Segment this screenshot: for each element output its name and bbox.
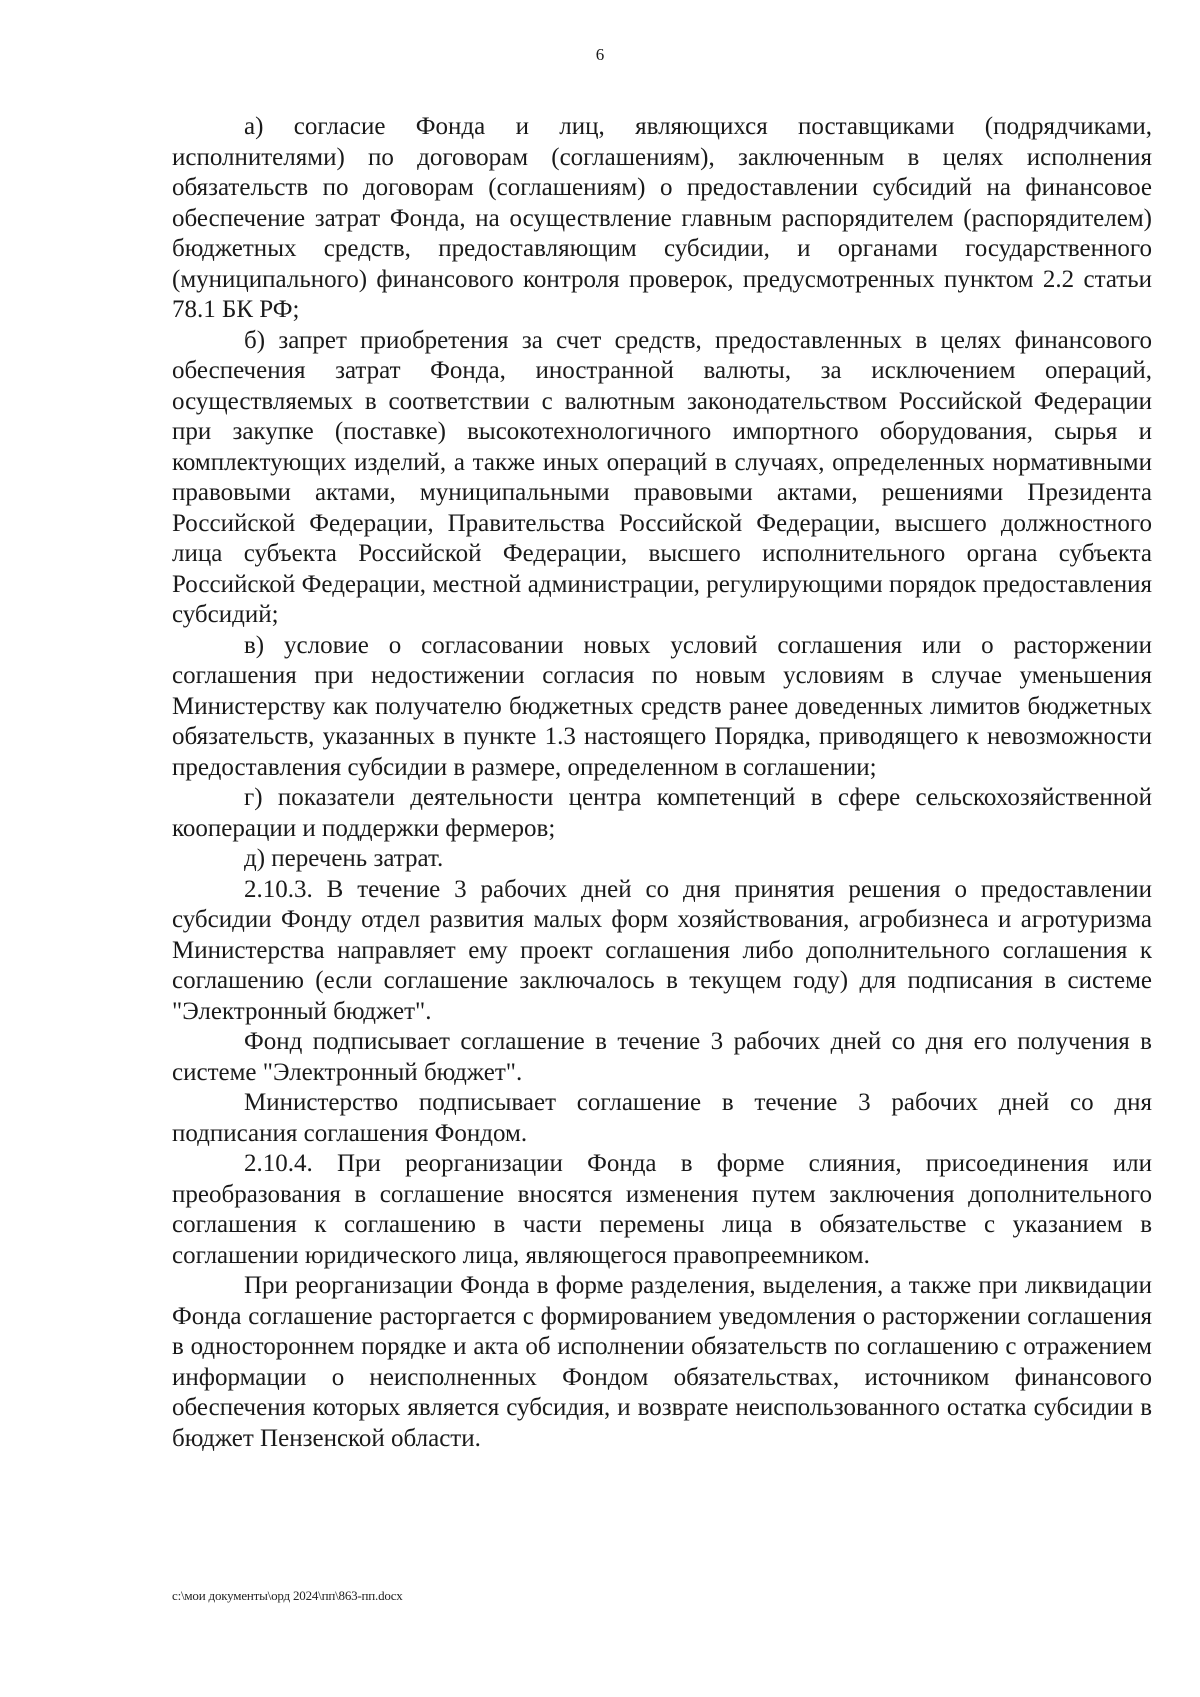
page-number: 6 — [595, 45, 605, 64]
paragraph-2-10-3: 2.10.3. В течение 3 рабочих дней со дня принятия решения о предоставлении субсидии Фонду отдел развития малых форм хозяйствования, агробизнеса и агротуризма Министерства направляет ему проект соглашения либо дополнительного соглашения к соглашению (если соглашение заключалось в текущем году) для подписания в системе "Электронный бюджет". — [172, 875, 1152, 1025]
paragraph-fund-signs: Фонд подписывает соглашение в течение 3 рабочих дней со дня его получения в системе "Электронный бюджет". — [172, 1028, 1152, 1086]
document-body — [172, 112, 1152, 1454]
paragraph-clause-b: б) запрет приобретения за счет средств, предоставленных в целях финансового обеспечения затрат Фонда, иностранной валюты, за исключением операций, осуществляемых в соответствии с валютным законодательством Российской Федерации при закупке (поставке) высокотехнологичного импортного оборудования, сырья и комплектующих изделий, а также иных операций в случаях, определенных нормативными правовыми актами, муниципальными правовыми актами, решениями Президента Российской Федерации, Правительства Российской Федерации, высшего должностного лица субъекта Российской Федерации, высшего исполнительного органа субъекта Российской Федерации, местной администрации, регулирующими порядок предоставления субсидий; — [172, 326, 1152, 628]
paragraph-ministry-signs: Министерство подписывает соглашение в течение 3 рабочих дней со дня подписания соглашения Фондом. — [172, 1089, 1152, 1147]
paragraph-2-10-4: 2.10.4. При реорганизации Фонда в форме слияния, присоединения или преобразования в соглашение вносятся изменения путем заключения дополнительного соглашения к соглашению в части перемены лица в обязательстве с указанием в соглашении юридического лица, являющегося правопреемником. — [172, 1150, 1152, 1269]
paragraph-clause-v: в) условие о согласовании новых условий соглашения или о расторжении соглашения при недостижении согласия по новым условиям в случае уменьшения Министерству как получателю бюджетных средств ранее доведенных лимитов бюджетных обязательств, указанных в пункте 1.3 настоящего Порядка, приводящего к невозможности предоставления субсидии в размере, определенном в соглашении; — [172, 631, 1152, 781]
paragraph-liquidation: При реорганизации Фонда в форме разделения, выделения, а также при ликвидации Фонда соглашение расторгается с формированием уведомления о расторжении соглашения в одностороннем порядке и акта об исполнении обязательств по соглашению с отражением информации о неисполненных Фондом обязательствах, источником финансового обеспечения которых является субсидия, и возврате неиспользованного остатка субсидии в бюджет Пензенской области. — [172, 1272, 1152, 1452]
paragraph-clause-g: г) показатели деятельности центра компетенций в сфере сельскохозяйственной кооперации и поддержки фермеров; — [172, 784, 1152, 842]
paragraph-clause-d: д) перечень затрат. — [244, 845, 444, 872]
paragraph-clause-a: а) согласие Фонда и лиц, являющихся поставщиками (подрядчиками, исполнителями) по договорам (соглашениям), заключенным в целях исполнения обязательств по договорам (соглашениям) о предоставлении субсидий на финансовое обеспечение затрат Фонда, на осуществление главным распорядителем (распорядителем) бюджетных средств, предоставляющим субсидии, и органами государственного (муниципального) финансового контроля проверок, предусмотренных пунктом 2.2 статьи 78.1 БК РФ; — [172, 113, 1152, 323]
footer-file-path: c:\мои документы\орд 2024\пп\863-пп.docx — [172, 1588, 403, 1603]
